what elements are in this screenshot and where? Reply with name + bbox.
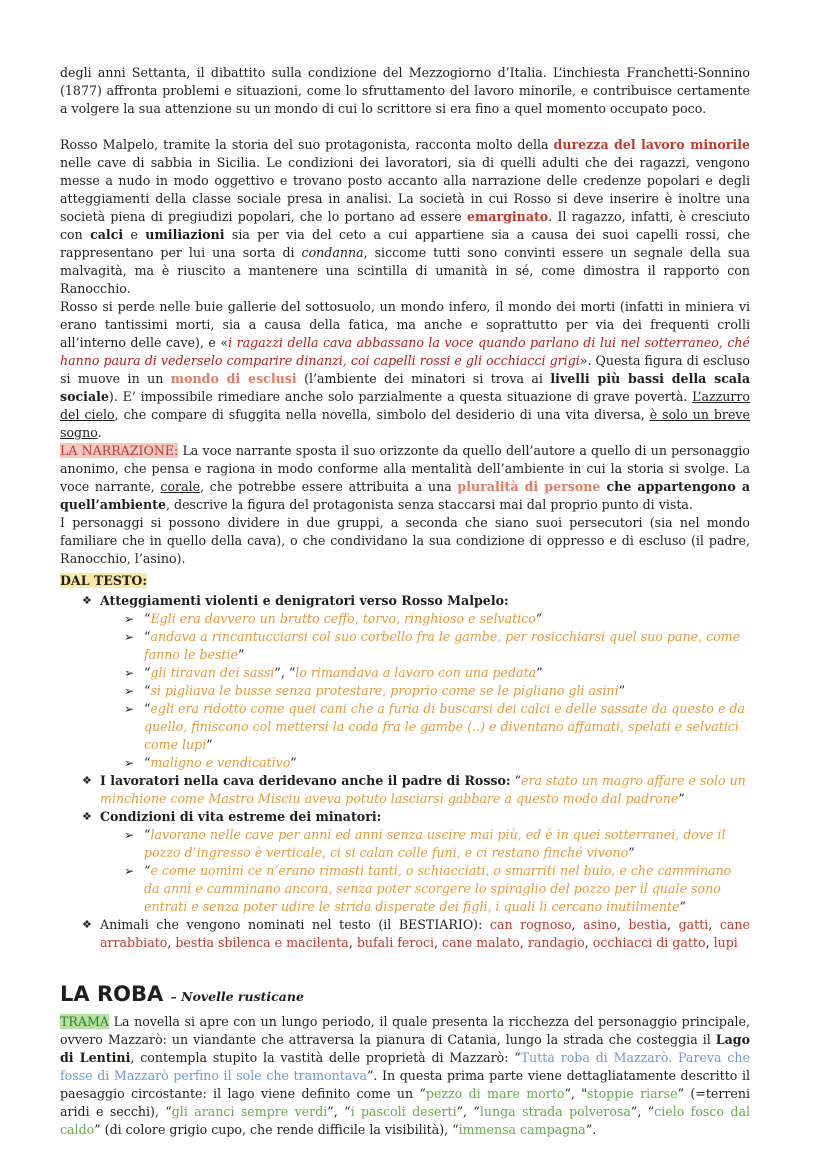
list-item: ❖ Animali che vengono nominati nel testo (il BESTIARIO): can rognoso, asino, bestia, gatti, cane arrabbiato, bestia sbilenca e macilenta, bufali feroci, cane malato, randagio, occhiacci di gatto, lupi: [82, 916, 750, 952]
list-item: ❖ Condizioni di vita estreme dei minatori: ➢ “lavorano nelle cave per anni ed anni senza uscire mai più, ed è in quei sotterranei, dove il pozzo d’ingresso è verticale, ci si calan colle funi, e ci restano finché vivono” ➢ “e come uomini ce n’erano rimasti tanti, o schiacciati, o smarriti nel buio, e che camminano da anni e camminano ancora, senza poter scorgere lo spiraglio del pozzo per il quale sono entrati e senza poter udire le strida disperate dei figli, i quali li cercano inutilmente”: [82, 808, 750, 916]
list-item: ❖ I lavoratori nella cava deridevano anche il padre di Rosso: “era stato un magro affare e solo un minchione come Mastro Misciu aveva potuto lasciarsi gabbare a questo modo dal padrone”: [82, 772, 750, 808]
list-item: ➢ “e come uomini ce n’erano rimasti tanti, o schiacciati, o smarriti nel buio, e che camminano da anni e camminano ancora, senza poter scorgere lo spiraglio del pozzo per il quale sono entrati e senza poter udire le strida disperate dei figli, i quali li cercano inutilmente”: [124, 862, 750, 916]
document-page: [60, 64, 750, 1139]
section-title-la-roba: LA ROBA – Novelle rusticane: [60, 982, 304, 1006]
rosso-paragraph-2: Rosso si perde nelle buie gallerie del sottosuolo, un mondo infero, il mondo dei morti (infatti in miniera vi erano tantissimi morti, sia a causa della fatica, ma anche e soprattutto per via dei frequenti crolli all’interno delle cave), e «i ragazzi della cava abbassano la voce quando parlano di lui nel sotterraneo, ché hanno paura di vederselo comparire dinanzi, coi capelli rossi e gli occhiacci grigi». Questa figura di escluso si muove in un mondo di esclusi (l’ambiente dei minatori si trova ai livelli più bassi della scala sociale). E’ impossibile rimediare anche solo parzialmente a questa situazione di grave povertà. L’azzurro del cielo, che compare di sfuggita nella novella, simbolo del desiderio di una vita diversa, è solo un breve sogno.: [60, 299, 750, 440]
intro-paragraph: degli anni Settanta, il dibattito sulla condizione del Mezzogiorno d’Italia. L’inchiesta Franchetti-Sonnino (1877) affronta problemi e situazioni, come lo sfruttamento del lavoro minorile, e contribuisce certamente a volgere la sua attenzione su un mondo di cui lo scrittore si era fino a quel momento occupato poco.: [60, 65, 750, 116]
list-item: ❖ Atteggiamenti violenti e denigratori verso Rosso Malpelo: ➢ “Egli era davvero un brutto ceffo, torvo, ringhioso e selvatico” ➢ “andava a rincantucciarsi col suo corbello fra le gambe, per rosicchiarsi quel suo pane, come fanno le bestie” ➢ “gli tiravan dei sassi”, “lo rimandava a lavoro con una pedata” ➢ “si pigliava le busse senza protestare, proprio come se le pigliano gli asini” ➢ “egli era ridotto come quei cani che a furia di buscarsi dei calci e delle sassate da questo e da quello, finiscono col mettersi la coda fra le gambe (..) e diventano affamati, spelati e selvatici come lupi” ➢ “maligno e vendicativo”: [82, 592, 750, 772]
list-item: ➢ “andava a rincantucciarsi col suo corbello fra le gambe, per rosicchiarsi quel suo pane, come fanno le bestie”: [124, 628, 750, 664]
list-item: ➢ “si pigliava le busse senza protestare, proprio come se le pigliano gli asini”: [124, 682, 750, 700]
list-item: ➢ “maligno e vendicativo”: [124, 754, 750, 772]
roba-trama-paragraph: TRAMA La novella si apre con un lungo periodo, il quale presenta la ricchezza del personaggio principale, ovvero Mazzarò: un viandante che attraversa la pianura di Catania, lungo la strada che costeggia il Lago di Lentini, contempla stupito la vastità delle proprietà di Mazzarò: “Tutta roba di Mazzarò. Pareva che fosse di Mazzarò perfino il sole che tramontava”. In questa prima parte viene dettagliatamente descritto il paesaggio circostante: il lago viene definito come un “pezzo di mare morto”, "stoppie riarse” (=terreni aridi e secchi), “gli aranci sempre verdi”, “i pascoli deserti”, “lunga strada polverosa”, “cielo fosco dal caldo” (di colore grigio cupo, che rende difficile la visibilità), “immensa campagna”.: [60, 1014, 750, 1137]
narrazione-paragraph: LA NARRAZIONE: La voce narrante sposta il suo orizzonte da quello dell’autore a quello di un personaggio anonimo, che pensa e ragiona in modo conforme alla mentalità dell’ambiente in cui la storia si svolge. La voce narrante, corale, che potrebbe essere attribuita a una pluralità di persone che appartengono a quell’ambiente, descrive la figura del protagonista senza staccarsi mai dal proprio punto di vista.: [60, 443, 751, 512]
list-item: ➢ “egli era ridotto come quei cani che a furia di buscarsi dei calci e delle sassate da questo e da quello, finiscono col mettersi la coda fra le gambe (..) e diventano affamati, spelati e selvatici come lupi”: [124, 700, 750, 754]
narrazione-label: LA NARRAZIONE:: [60, 443, 179, 458]
personaggi-paragraph: I personaggi si possono dividere in due gruppi, a seconda che siano suoi persecutori (sia nel mondo familiare che in quello della cava), o che condividano la sua condizione di oppresso e di escluso (il padre, Ranocchio, l’asino).: [60, 515, 750, 566]
trama-label: TRAMA: [60, 1014, 109, 1029]
dal-testo-label: DAL TESTO:: [60, 573, 147, 588]
list-item: ➢ “gli tiravan dei sassi”, “lo rimandava a lavoro con una pedata”: [124, 664, 750, 682]
rosso-paragraph-1: Rosso Malpelo, tramite la storia del suo protagonista, racconta molto della durezza del lavoro minorile nelle cave di sabbia in Sicilia. Le condizioni dei lavoratori, sia di quelli adulti che dei ragazzi, vengono messe a nudo in modo oggettivo e trovano posto accanto alla narrazione delle credenze popolari e degli atteggiamenti della classe sociale presa in analisi. La società in cui Rosso si deve inserire è inoltre una società piena di pregiudizi popolari, che lo portano ad essere emarginato. Il ragazzo, infatti, è cresciuto con calci e umiliazioni sia per via del ceto a cui appartiene sia a causa dei suoi capelli rossi, che rappresentano per lui una sorta di condanna, siccome tutti sono convinti essere un segnale della sua malvagità, ma è riuscito a mantenere una scintilla di umanità in sé, come dimostra il rapporto con Ranocchio.: [60, 137, 750, 296]
dal-testo-section: [60, 572, 750, 952]
list-item: ➢ “Egli era davvero un brutto ceffo, torvo, ringhioso e selvatico”: [124, 610, 750, 628]
list-item: ➢ “lavorano nelle cave per anni ed anni senza uscire mai più, ed è in quei sotterranei, dove il pozzo d’ingresso è verticale, ci si calan colle funi, e ci restano finché vivono”: [124, 826, 750, 862]
